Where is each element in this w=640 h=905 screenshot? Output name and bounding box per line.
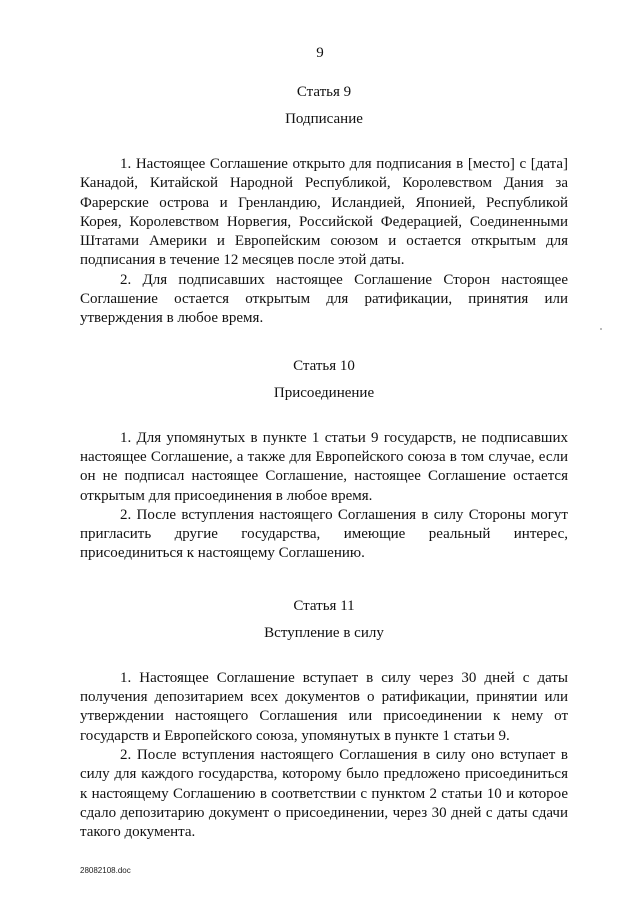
document-body xyxy=(80,83,568,842)
article-title: Вступление в силу xyxy=(264,624,384,641)
section-gap xyxy=(80,564,568,597)
article-heading: Статья 10 xyxy=(293,357,355,374)
footer-filename: 28082108.doc xyxy=(80,866,131,875)
paragraph: 1. Настоящее Соглашение вступает в силу через 30 дней с даты получения депозитарием всех документов о ратификации, принятии или утверждении настоящего Соглашения или присоединении к нему от государств и Европейского союза, упомянутых в пункте 1 статьи 9. xyxy=(80,669,568,744)
article-10 xyxy=(80,357,568,564)
scan-speck xyxy=(600,328,602,330)
section-gap xyxy=(80,329,568,357)
article-heading: Статья 9 xyxy=(296,84,352,100)
paragraph: 2. После вступления настоящего Соглашения в силу оно вступает в силу для каждого государства, которому было предложено присоединиться к настоящему Соглашению в соответствии с пунктом 2 статьи 10 и которое сдало депозитарию документ о присоединении, через 30 дней с даты сдачи такого документа. xyxy=(80,746,568,841)
paragraph: 1. Настоящее Соглашение открыто для подписания в [место] с [дата] Канадой, Китайской Народной Республикой, Королевством Дания за Фарерские острова и Гренландию, Исландией, Японией, Республикой Корея, Королевством Норвегия, Российской Федерацией, Соединенными Штатами Америки и Европейским союзом и остается открытым для подписания в течение 12 месяцев после этой даты. xyxy=(80,156,568,269)
article-title: Присоединение xyxy=(273,384,375,401)
paragraph: 2. После вступления настоящего Соглашения в силу Стороны могут пригласить другие государства, имеющие реальный интерес, присоединиться к настоящему Соглашению. xyxy=(80,506,568,562)
article-11 xyxy=(80,597,568,843)
article-9 xyxy=(80,83,568,329)
paragraph: 2. Для подписавших настоящее Соглашение Сторон настоящее Соглашение остается открытым для ратификации, принятия или утверждения в любое время. xyxy=(80,271,568,327)
paragraph: 1. Для упомянутых в пункте 1 статьи 9 государств, не подписавших настоящее Соглашение, а также для Европейского союза в том случае, если он не подписал настоящее Соглашение, настоящее Соглашение остается открытым для присоединения в любое время. xyxy=(80,429,568,504)
article-heading: Статья 11 xyxy=(293,597,355,614)
page-number: 9 xyxy=(316,45,324,61)
article-title: Подписание xyxy=(285,111,363,127)
